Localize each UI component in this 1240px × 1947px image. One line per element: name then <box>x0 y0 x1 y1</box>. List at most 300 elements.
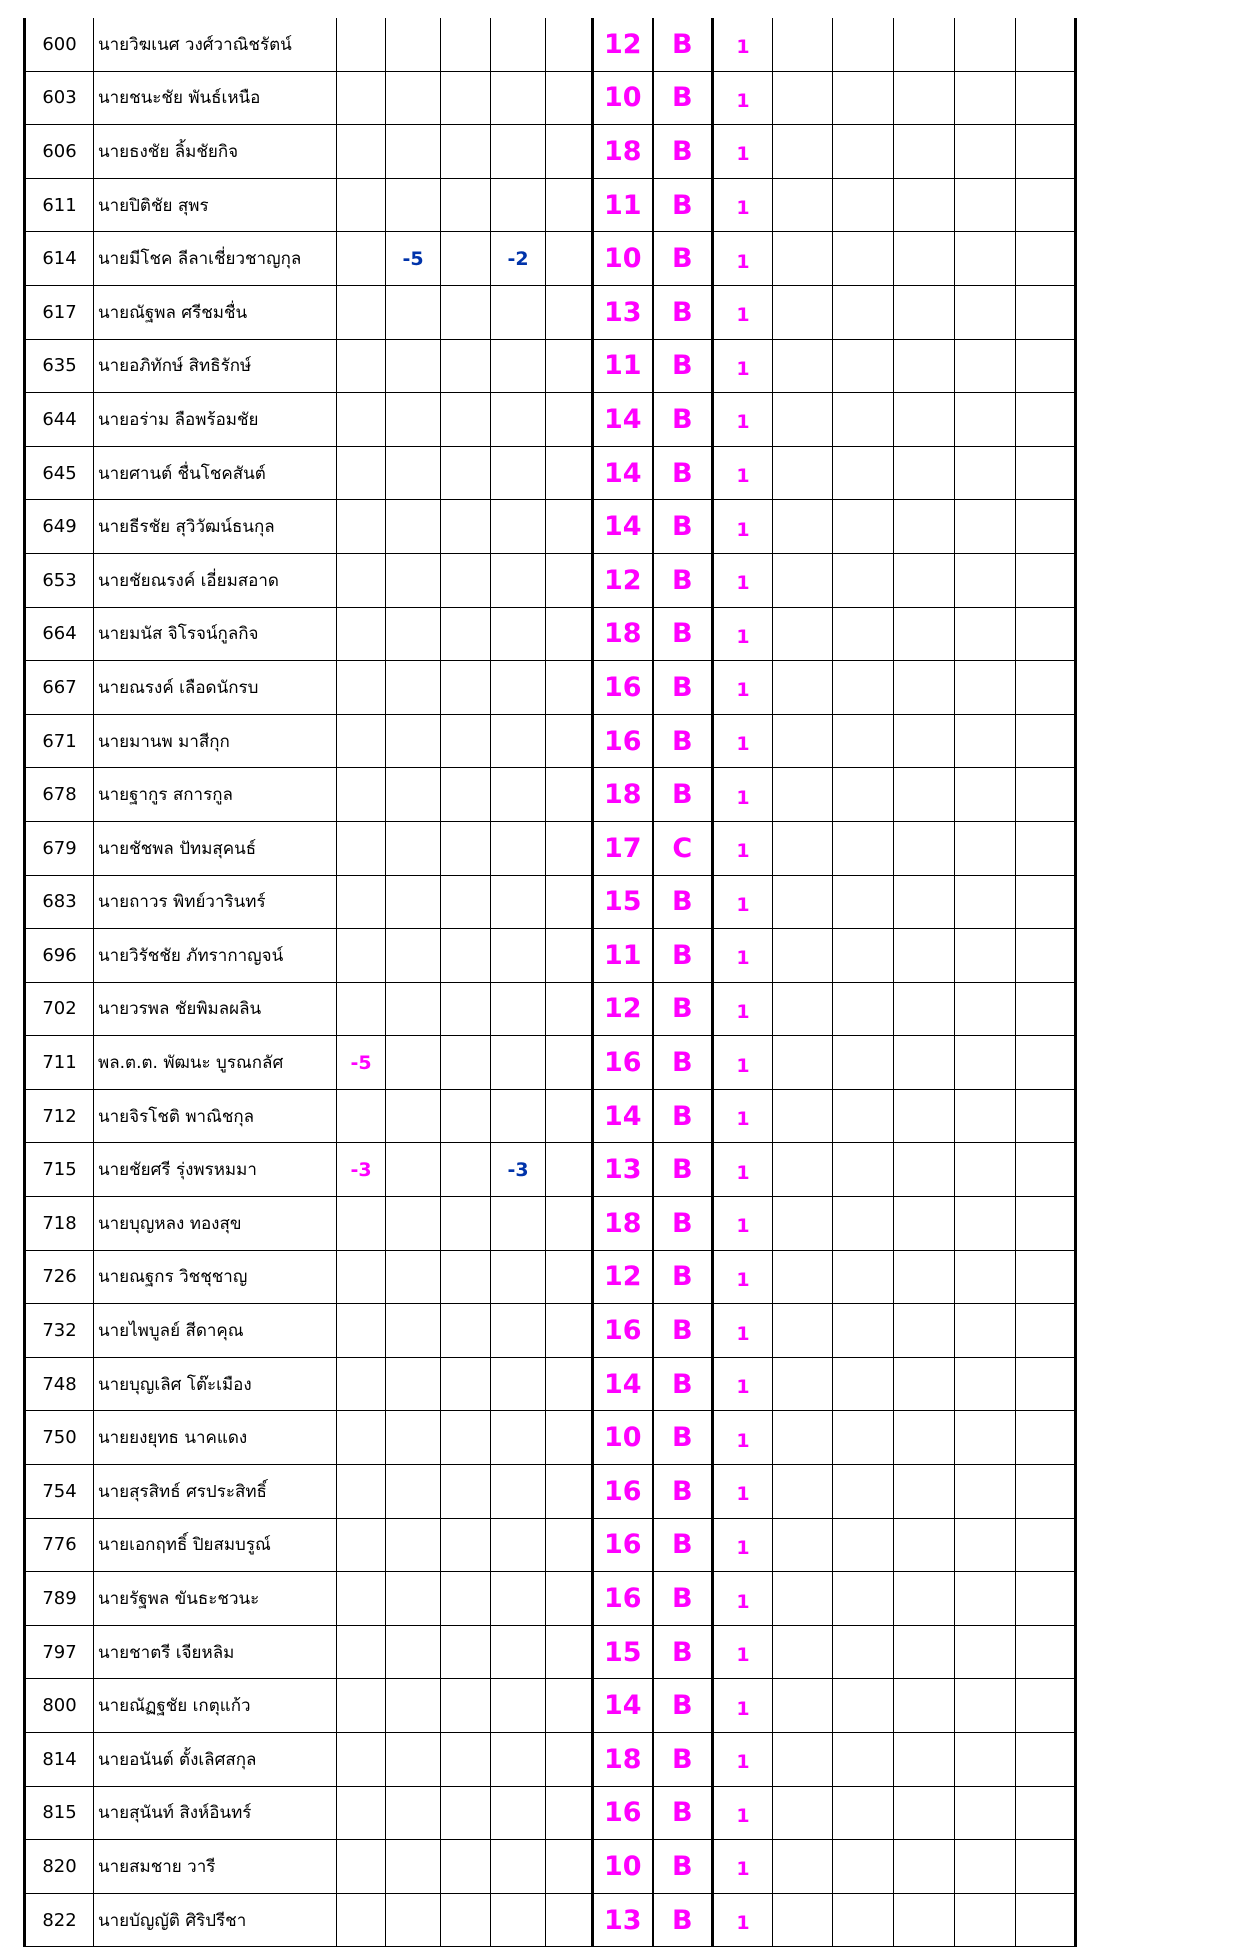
deduction-1-cell <box>337 1089 386 1143</box>
table-row <box>25 1143 1076 1197</box>
blank-cell <box>773 1733 833 1787</box>
deduction-3-cell <box>441 1840 491 1894</box>
blank-cell <box>894 1250 955 1304</box>
spacer-cell <box>546 339 593 393</box>
blank-cell <box>894 339 955 393</box>
spacer-cell <box>546 607 593 661</box>
deduction-1-cell <box>337 982 386 1036</box>
deduction-4-cell <box>491 446 546 500</box>
deduction-3-cell <box>441 1304 491 1358</box>
blank-cell <box>773 1572 833 1626</box>
score-cell: 12 <box>593 553 653 607</box>
blank-cell <box>1016 285 1076 339</box>
score-cell: 12 <box>593 18 653 71</box>
blank-cell <box>773 393 833 447</box>
table-row <box>25 1840 1076 1894</box>
deduction-4-cell <box>491 1197 546 1251</box>
table-row <box>25 18 1076 71</box>
deduction-1-cell <box>337 446 386 500</box>
flag-cell: 1 <box>713 232 773 286</box>
grade-cell: B <box>653 393 713 447</box>
deduction-1-cell <box>337 1786 386 1840</box>
blank-cell <box>1016 929 1076 983</box>
deduction-2-cell <box>386 875 441 929</box>
blank-cell <box>894 1304 955 1358</box>
grade-cell: B <box>653 1786 713 1840</box>
deduction-3-cell <box>441 1250 491 1304</box>
deduction-4-cell <box>491 1036 546 1090</box>
blank-cell <box>833 1572 894 1626</box>
grade-cell: B <box>653 1625 713 1679</box>
member-name-cell: นายชัชพล ปัทมสุคนธ์ <box>94 821 337 875</box>
member-name-cell: นายฐากูร สการกูล <box>94 768 337 822</box>
blank-cell <box>955 661 1016 715</box>
deduction-1-cell <box>337 125 386 179</box>
blank-cell <box>773 1036 833 1090</box>
blank-cell <box>773 1625 833 1679</box>
member-id-cell: 645 <box>25 446 94 500</box>
blank-cell <box>955 821 1016 875</box>
spacer-cell <box>546 1786 593 1840</box>
table-row <box>25 553 1076 607</box>
deduction-3-cell <box>441 875 491 929</box>
deduction-3-cell <box>441 1786 491 1840</box>
deduction-3-cell <box>441 1572 491 1626</box>
member-id-cell: 635 <box>25 339 94 393</box>
member-id-cell: 754 <box>25 1465 94 1519</box>
table-row <box>25 929 1076 983</box>
deduction-1-cell <box>337 71 386 125</box>
spacer-cell <box>546 1625 593 1679</box>
blank-cell <box>1016 982 1076 1036</box>
table-row <box>25 285 1076 339</box>
member-id-cell: 606 <box>25 125 94 179</box>
member-name-cell: นายณัฐพล ศรีชมชื่น <box>94 285 337 339</box>
member-id-cell: 822 <box>25 1893 94 1947</box>
member-name-cell: นายสมชาย วารี <box>94 1840 337 1894</box>
table-row <box>25 125 1076 179</box>
blank-cell <box>1016 178 1076 232</box>
blank-cell <box>1016 1786 1076 1840</box>
deduction-1-cell <box>337 1625 386 1679</box>
blank-cell <box>1016 1304 1076 1358</box>
flag-cell: 1 <box>713 1679 773 1733</box>
deduction-2-cell <box>386 339 441 393</box>
flag-cell: 1 <box>713 1357 773 1411</box>
score-cell: 10 <box>593 1411 653 1465</box>
deduction-3-cell <box>441 446 491 500</box>
blank-cell <box>833 1625 894 1679</box>
member-id-cell: 678 <box>25 768 94 822</box>
member-id-cell: 603 <box>25 71 94 125</box>
spacer-cell <box>546 1357 593 1411</box>
deduction-1-cell <box>337 232 386 286</box>
blank-cell <box>955 446 1016 500</box>
member-id-cell: 711 <box>25 1036 94 1090</box>
spacer-cell <box>546 553 593 607</box>
deduction-2-cell <box>386 71 441 125</box>
table-row <box>25 1733 1076 1787</box>
table-row <box>25 1304 1076 1358</box>
member-id-cell: 644 <box>25 393 94 447</box>
deduction-2-cell <box>386 1572 441 1626</box>
blank-cell <box>894 1625 955 1679</box>
table-row <box>25 500 1076 554</box>
blank-cell <box>1016 1572 1076 1626</box>
spacer-cell <box>546 982 593 1036</box>
member-id-cell: 820 <box>25 1840 94 1894</box>
grade-cell: B <box>653 768 713 822</box>
member-name-cell: นายจิรโชติ พาณิชกุล <box>94 1089 337 1143</box>
blank-cell <box>894 1840 955 1894</box>
deduction-4-cell <box>491 607 546 661</box>
member-name-cell: นายชัยศรี รุ่งพรหมมา <box>94 1143 337 1197</box>
table-row <box>25 71 1076 125</box>
blank-cell <box>955 339 1016 393</box>
blank-cell <box>773 607 833 661</box>
blank-cell <box>833 1786 894 1840</box>
table-row <box>25 714 1076 768</box>
spacer-cell <box>546 1197 593 1251</box>
spacer-cell <box>546 768 593 822</box>
blank-cell <box>1016 607 1076 661</box>
flag-cell: 1 <box>713 18 773 71</box>
score-cell: 15 <box>593 875 653 929</box>
member-id-cell: 683 <box>25 875 94 929</box>
deduction-3-cell <box>441 1679 491 1733</box>
flag-cell: 1 <box>713 1411 773 1465</box>
score-cell: 11 <box>593 178 653 232</box>
deduction-4-cell <box>491 768 546 822</box>
deduction-1-cell <box>337 1572 386 1626</box>
member-id-cell: 776 <box>25 1518 94 1572</box>
blank-cell <box>894 18 955 71</box>
blank-cell <box>894 1786 955 1840</box>
flag-cell: 1 <box>713 768 773 822</box>
blank-cell <box>833 661 894 715</box>
deduction-1-cell <box>337 1411 386 1465</box>
blank-cell <box>955 232 1016 286</box>
blank-cell <box>773 285 833 339</box>
blank-cell <box>773 232 833 286</box>
blank-cell <box>833 1411 894 1465</box>
deduction-1-cell <box>337 1197 386 1251</box>
table-row <box>25 982 1076 1036</box>
deduction-1-cell <box>337 929 386 983</box>
blank-cell <box>833 1357 894 1411</box>
deduction-1-cell <box>337 500 386 554</box>
blank-cell <box>955 1572 1016 1626</box>
grade-cell: B <box>653 18 713 71</box>
member-id-cell: 814 <box>25 1733 94 1787</box>
blank-cell <box>833 875 894 929</box>
flag-cell: 1 <box>713 178 773 232</box>
grade-cell: B <box>653 1304 713 1358</box>
deduction-4-cell <box>491 1465 546 1519</box>
deduction-1-cell: -5 <box>337 1036 386 1090</box>
deduction-4-cell <box>491 1679 546 1733</box>
member-name-cell: นายณัฏฐชัย เกตุแก้ว <box>94 1679 337 1733</box>
member-name-cell: นายชนะชัย พันธ์เหนือ <box>94 71 337 125</box>
member-name-cell: นายณฐกร วิชชุชาญ <box>94 1250 337 1304</box>
spacer-cell <box>546 929 593 983</box>
flag-cell: 1 <box>713 1250 773 1304</box>
blank-cell <box>833 232 894 286</box>
blank-cell <box>894 875 955 929</box>
blank-cell <box>894 1143 955 1197</box>
spacer-cell <box>546 1893 593 1947</box>
blank-cell <box>1016 1518 1076 1572</box>
score-cell: 17 <box>593 821 653 875</box>
spacer-cell <box>546 1036 593 1090</box>
deduction-3-cell <box>441 1518 491 1572</box>
member-id-cell: 600 <box>25 18 94 71</box>
blank-cell <box>773 821 833 875</box>
deduction-4-cell: -2 <box>491 232 546 286</box>
deduction-3-cell <box>441 982 491 1036</box>
blank-cell <box>955 1786 1016 1840</box>
blank-cell <box>955 285 1016 339</box>
grade-cell: B <box>653 1250 713 1304</box>
blank-cell <box>894 1197 955 1251</box>
deduction-3-cell <box>441 1893 491 1947</box>
blank-cell <box>894 71 955 125</box>
blank-cell <box>1016 1679 1076 1733</box>
table-row <box>25 661 1076 715</box>
blank-cell <box>833 71 894 125</box>
flag-cell: 1 <box>713 339 773 393</box>
deduction-4-cell <box>491 1625 546 1679</box>
deduction-4-cell <box>491 1840 546 1894</box>
flag-cell: 1 <box>713 285 773 339</box>
deduction-3-cell <box>441 1733 491 1787</box>
blank-cell <box>773 1518 833 1572</box>
deduction-2-cell <box>386 1518 441 1572</box>
flag-cell: 1 <box>713 714 773 768</box>
member-id-cell: 671 <box>25 714 94 768</box>
blank-cell <box>773 1304 833 1358</box>
blank-cell <box>773 1250 833 1304</box>
grade-cell: B <box>653 1036 713 1090</box>
blank-cell <box>773 446 833 500</box>
flag-cell: 1 <box>713 1893 773 1947</box>
grade-cell: B <box>653 929 713 983</box>
deduction-1-cell <box>337 768 386 822</box>
deduction-2-cell <box>386 178 441 232</box>
deduction-2-cell <box>386 285 441 339</box>
blank-cell <box>1016 1733 1076 1787</box>
blank-cell <box>773 1840 833 1894</box>
deduction-2-cell <box>386 1840 441 1894</box>
blank-cell <box>894 1089 955 1143</box>
deduction-4-cell <box>491 393 546 447</box>
score-cell: 16 <box>593 714 653 768</box>
score-cell: 15 <box>593 1625 653 1679</box>
member-name-cell: นายบุญหลง ทองสุข <box>94 1197 337 1251</box>
table-row <box>25 607 1076 661</box>
deduction-3-cell <box>441 18 491 71</box>
blank-cell <box>773 875 833 929</box>
member-id-cell: 679 <box>25 821 94 875</box>
grade-cell: B <box>653 1357 713 1411</box>
blank-cell <box>894 982 955 1036</box>
blank-cell <box>833 1143 894 1197</box>
deduction-4-cell <box>491 661 546 715</box>
flag-cell: 1 <box>713 607 773 661</box>
flag-cell: 1 <box>713 393 773 447</box>
blank-cell <box>1016 821 1076 875</box>
member-id-cell: 800 <box>25 1679 94 1733</box>
deduction-1-cell <box>337 714 386 768</box>
blank-cell <box>1016 875 1076 929</box>
blank-cell <box>833 821 894 875</box>
deduction-3-cell <box>441 1625 491 1679</box>
flag-cell: 1 <box>713 875 773 929</box>
flag-cell: 1 <box>713 1465 773 1519</box>
blank-cell <box>833 1679 894 1733</box>
deduction-3-cell <box>441 553 491 607</box>
score-cell: 14 <box>593 1357 653 1411</box>
blank-cell <box>894 393 955 447</box>
member-id-cell: 664 <box>25 607 94 661</box>
blank-cell <box>833 1250 894 1304</box>
blank-cell <box>955 500 1016 554</box>
member-name-cell: พล.ต.ต. พัฒนะ บูรณกลัศ <box>94 1036 337 1090</box>
blank-cell <box>955 1304 1016 1358</box>
grade-cell: B <box>653 500 713 554</box>
blank-cell <box>955 929 1016 983</box>
blank-cell <box>773 18 833 71</box>
blank-cell <box>773 125 833 179</box>
blank-cell <box>773 1679 833 1733</box>
member-name-cell: นายมานพ มาสีกุก <box>94 714 337 768</box>
deduction-2-cell <box>386 125 441 179</box>
grade-cell: B <box>653 1733 713 1787</box>
spacer-cell <box>546 1304 593 1358</box>
blank-cell <box>833 1197 894 1251</box>
blank-cell <box>955 1625 1016 1679</box>
blank-cell <box>773 1893 833 1947</box>
member-id-cell: 732 <box>25 1304 94 1358</box>
deduction-1-cell <box>337 285 386 339</box>
blank-cell <box>955 1250 1016 1304</box>
table-row <box>25 1250 1076 1304</box>
member-id-cell: 611 <box>25 178 94 232</box>
spacer-cell <box>546 1733 593 1787</box>
blank-cell <box>955 875 1016 929</box>
blank-cell <box>833 553 894 607</box>
blank-cell <box>894 500 955 554</box>
blank-cell <box>1016 125 1076 179</box>
spacer-cell <box>546 71 593 125</box>
score-cell: 18 <box>593 1197 653 1251</box>
blank-cell <box>955 1893 1016 1947</box>
blank-cell <box>894 553 955 607</box>
deduction-1-cell <box>337 1679 386 1733</box>
blank-cell <box>894 232 955 286</box>
grade-cell: B <box>653 1089 713 1143</box>
blank-cell <box>773 500 833 554</box>
deduction-3-cell <box>441 285 491 339</box>
spacer-cell <box>546 1518 593 1572</box>
blank-cell <box>894 821 955 875</box>
score-cell: 18 <box>593 1733 653 1787</box>
deduction-3-cell <box>441 393 491 447</box>
deduction-2-cell <box>386 500 441 554</box>
deduction-1-cell: -3 <box>337 1143 386 1197</box>
blank-cell <box>955 553 1016 607</box>
deduction-2-cell <box>386 1036 441 1090</box>
member-id-cell: 748 <box>25 1357 94 1411</box>
deduction-3-cell <box>441 339 491 393</box>
blank-cell <box>833 500 894 554</box>
blank-cell <box>1016 1357 1076 1411</box>
spacer-cell <box>546 1143 593 1197</box>
score-cell: 13 <box>593 1143 653 1197</box>
score-cell: 16 <box>593 1036 653 1090</box>
deduction-2-cell <box>386 1357 441 1411</box>
blank-cell <box>833 1893 894 1947</box>
deduction-4-cell <box>491 18 546 71</box>
deduction-2-cell <box>386 1625 441 1679</box>
score-cell: 10 <box>593 71 653 125</box>
deduction-4-cell <box>491 1786 546 1840</box>
table-row <box>25 1893 1076 1947</box>
member-name-cell: นายธงชัย ลิ้มชัยกิจ <box>94 125 337 179</box>
blank-cell <box>955 768 1016 822</box>
grade-cell: C <box>653 821 713 875</box>
table-row <box>25 1197 1076 1251</box>
spacer-cell <box>546 1679 593 1733</box>
blank-cell <box>1016 714 1076 768</box>
table-row <box>25 446 1076 500</box>
table-row <box>25 1089 1076 1143</box>
deduction-4-cell <box>491 982 546 1036</box>
flag-cell: 1 <box>713 1197 773 1251</box>
blank-cell <box>955 1679 1016 1733</box>
blank-cell <box>1016 71 1076 125</box>
table-row <box>25 393 1076 447</box>
member-name-cell: นายปิติชัย สุพร <box>94 178 337 232</box>
score-cell: 16 <box>593 661 653 715</box>
blank-cell <box>894 178 955 232</box>
deduction-2-cell <box>386 1786 441 1840</box>
blank-cell <box>833 339 894 393</box>
deduction-3-cell <box>441 71 491 125</box>
member-name-cell: นายบุญเลิศ โต๊ะเมือง <box>94 1357 337 1411</box>
flag-cell: 1 <box>713 982 773 1036</box>
blank-cell <box>1016 500 1076 554</box>
blank-cell <box>955 178 1016 232</box>
deduction-1-cell <box>337 821 386 875</box>
member-name-cell: นายมีโชค ลีลาเชี่ยวชาญกุล <box>94 232 337 286</box>
deduction-4-cell <box>491 1250 546 1304</box>
spacer-cell <box>546 1840 593 1894</box>
blank-cell <box>1016 18 1076 71</box>
member-id-cell: 696 <box>25 929 94 983</box>
score-cell: 10 <box>593 232 653 286</box>
blank-cell <box>1016 446 1076 500</box>
table-row <box>25 875 1076 929</box>
blank-cell <box>773 178 833 232</box>
deduction-1-cell <box>337 1304 386 1358</box>
blank-cell <box>1016 553 1076 607</box>
flag-cell: 1 <box>713 821 773 875</box>
deduction-4-cell <box>491 1411 546 1465</box>
grade-cell: B <box>653 1893 713 1947</box>
blank-cell <box>833 929 894 983</box>
grade-cell: B <box>653 1840 713 1894</box>
